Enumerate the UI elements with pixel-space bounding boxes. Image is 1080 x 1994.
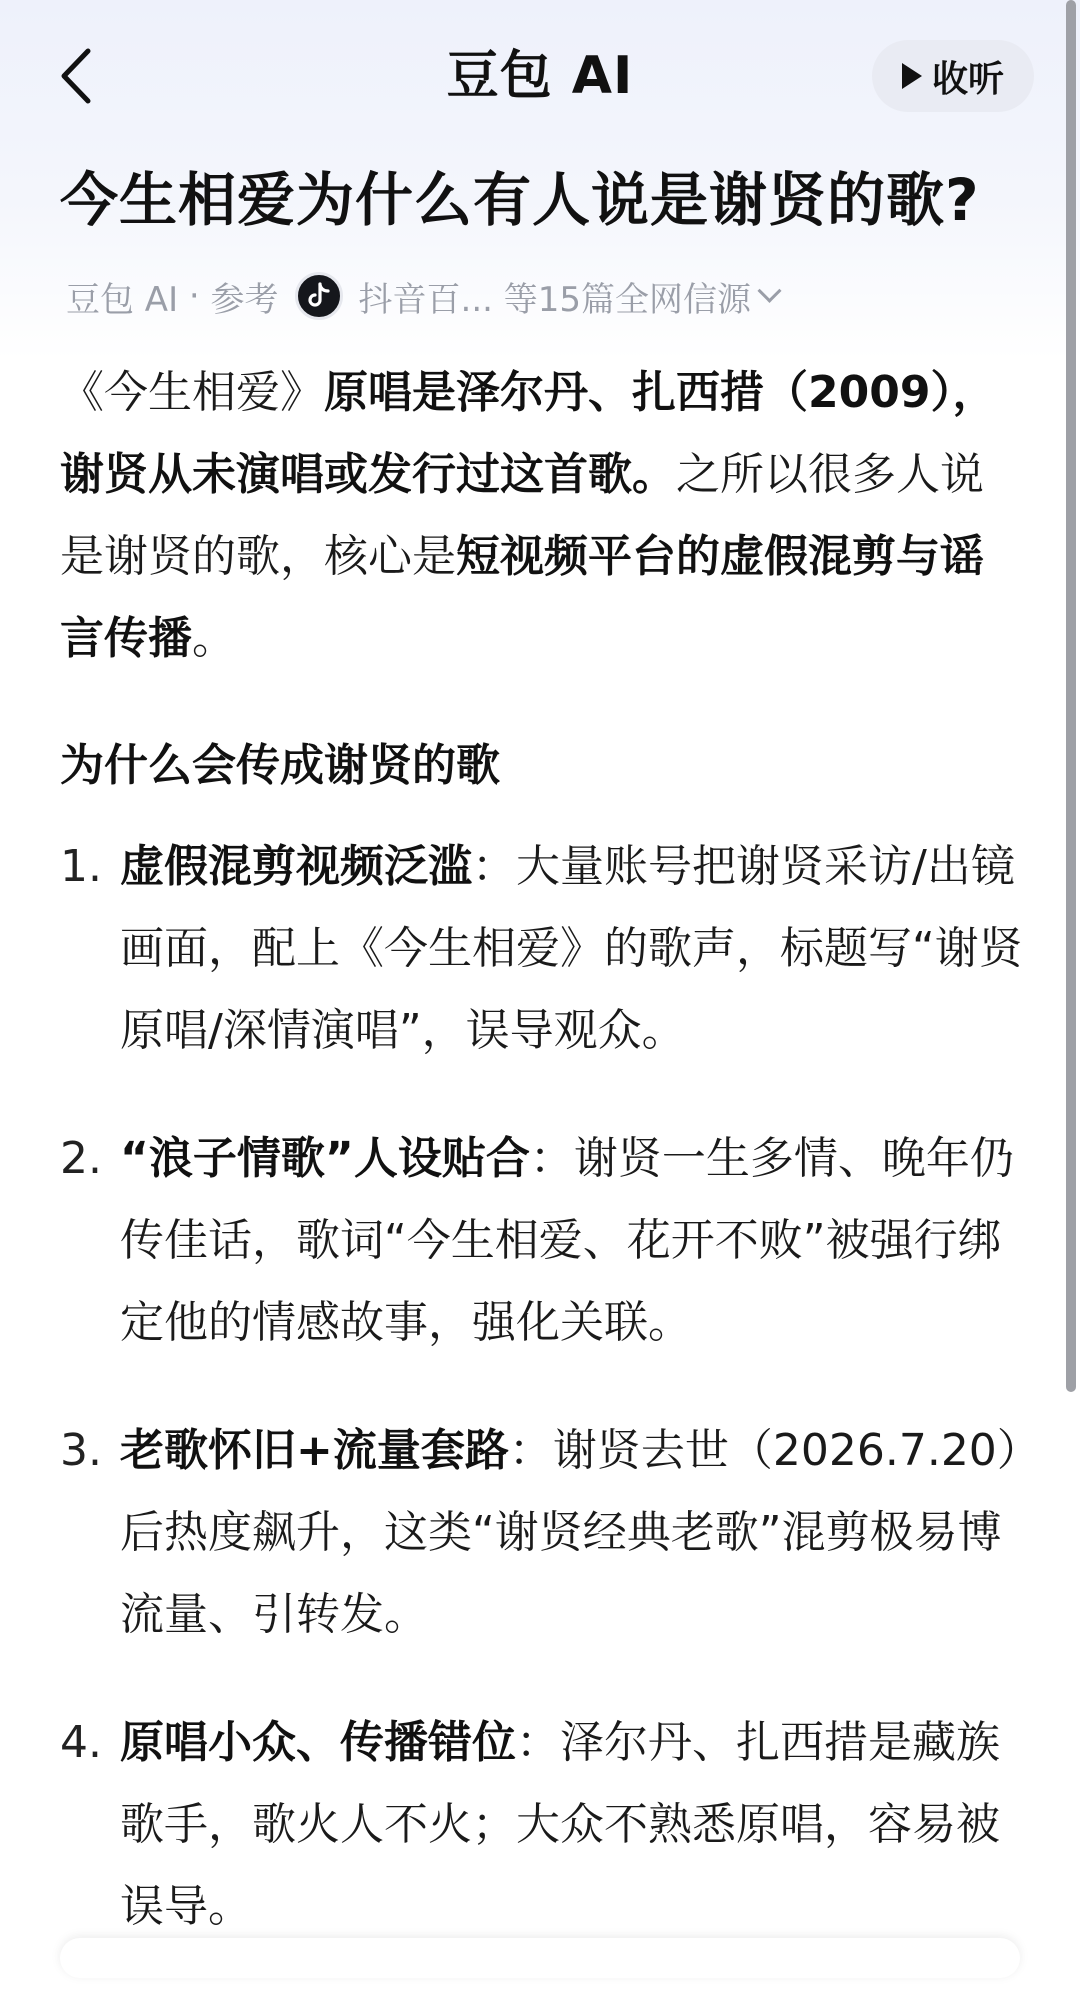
intro-key-fact: 原唱是泽尔丹、扎西措（2009），谢贤从未演唱或发行过这首歌。	[60, 367, 997, 500]
list-number: 3.	[60, 1425, 102, 1476]
list-number: 1.	[60, 841, 102, 892]
list-item	[60, 1702, 1024, 1948]
list-number: 4.	[60, 1717, 102, 1768]
intro-key-reason: 短视频平台的虚假混剪与谣言传播	[60, 531, 984, 664]
section-title: 为什么会传成谢贤的歌	[60, 740, 500, 791]
listen-button[interactable]	[872, 40, 1034, 112]
intro-song-name: 《今生相爱》	[60, 367, 324, 418]
source-separator: ·	[178, 276, 211, 316]
page-title: 豆包 AI	[446, 46, 634, 106]
list-item	[60, 1410, 1024, 1656]
listen-label: 收听	[931, 58, 1004, 100]
answer-content	[60, 352, 1024, 1994]
list-item-title: 虚假混剪视频泛滥	[120, 841, 472, 892]
list-item-title: 老歌怀旧+流量套路	[120, 1425, 509, 1476]
list-item-title: “浪子情歌”人设贴合	[120, 1133, 530, 1184]
list-item	[60, 826, 1024, 1072]
list-item-text: ：谢贤去世（2026.7.20）后热度飙升，这类“谢贤经典老歌”混剪极易博流量、引转发。	[120, 1425, 1019, 1640]
chevron-down-icon	[758, 278, 782, 302]
bottom-card	[60, 1938, 1020, 1978]
intro-end: 。	[192, 613, 236, 664]
source-ref-label: 参考	[210, 279, 279, 320]
answer-intro	[60, 352, 1024, 680]
list-item-text: ：大量账号把谢贤采访/出镜画面，配上《今生相爱》的歌声，标题写“谢贤原唱/深情演唱”，误导观众。	[120, 841, 1023, 1056]
douyin-logo-icon	[295, 272, 343, 320]
list-number: 2.	[60, 1133, 102, 1184]
source-author: 豆包 AI	[66, 279, 179, 320]
source-text: 抖音百... 等15篇全网信源	[358, 279, 752, 320]
list-item-text: ：泽尔丹、扎西措是藏族歌手，歌火人不火；大众不熟悉原唱，容易被误导。	[120, 1717, 1000, 1932]
intro-reason-lead: 之所以很多人说是谢贤的歌，核心是	[60, 449, 984, 582]
app-header	[0, 0, 1080, 150]
list-item-text: ：谢贤一生多情、晚年仍传佳话，歌词“今生相爱、花开不败”被强行绑定他的情感故事，强化关联。	[120, 1133, 1014, 1348]
play-icon	[902, 63, 922, 89]
source-row[interactable]	[66, 266, 778, 326]
scrollbar[interactable]	[1066, 0, 1076, 1392]
list-item-title: 原唱小众、传播错位	[120, 1717, 516, 1768]
list-item	[60, 1118, 1024, 1364]
question-title: 今生相爱为什么有人说是谢贤的歌?	[60, 166, 980, 234]
